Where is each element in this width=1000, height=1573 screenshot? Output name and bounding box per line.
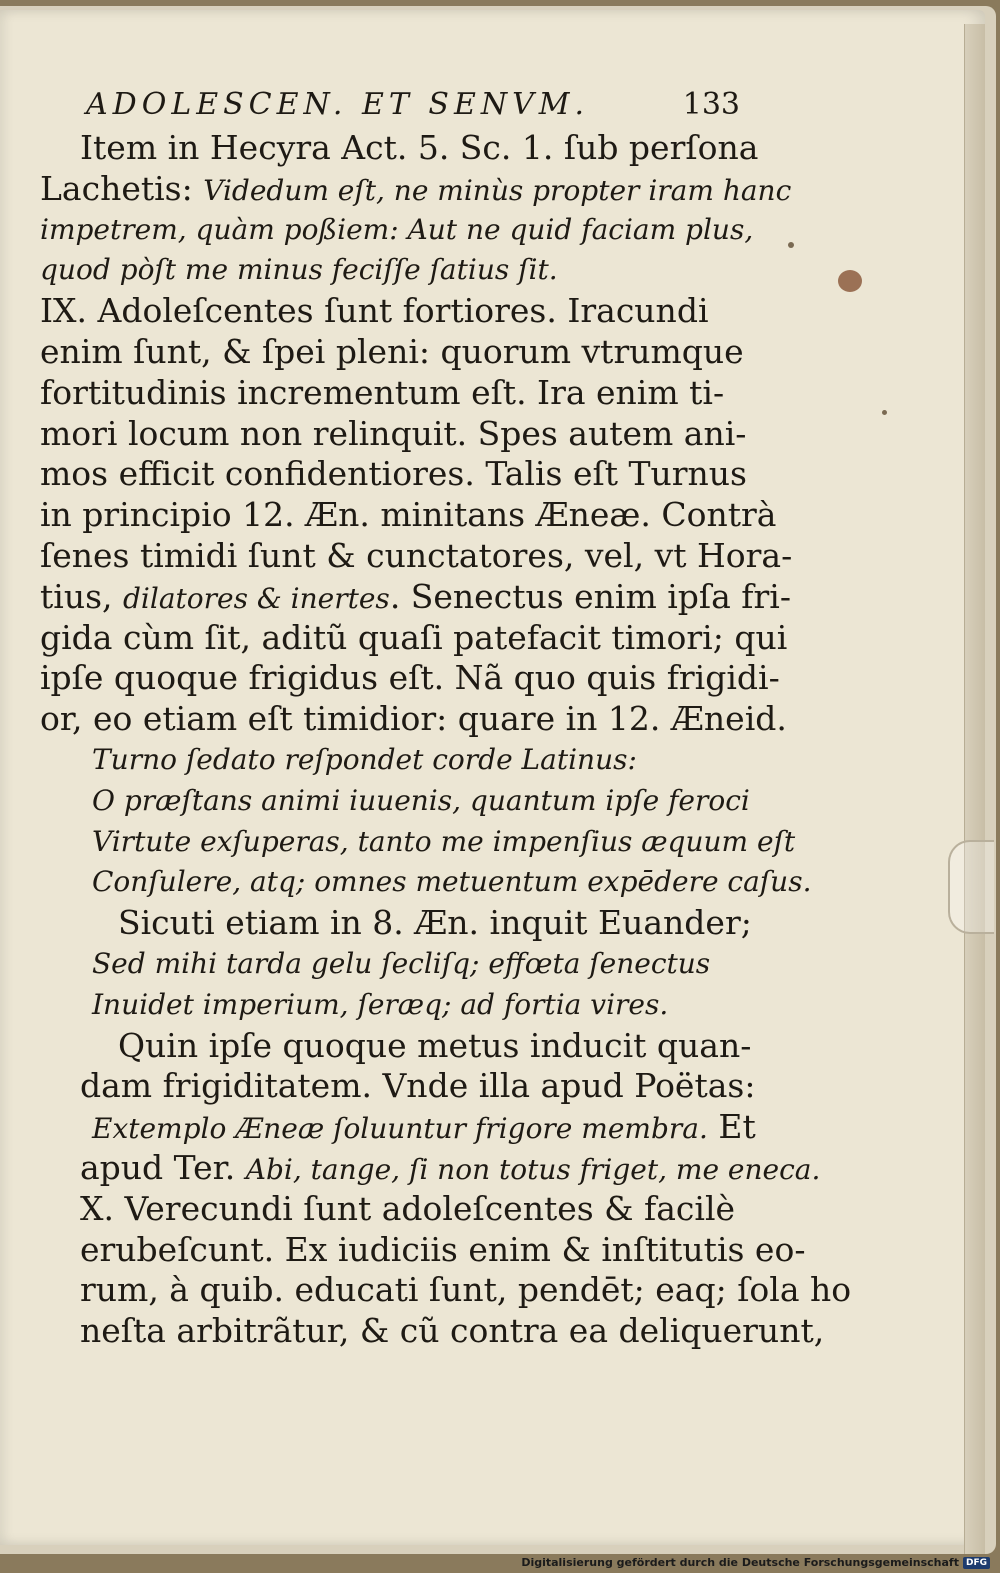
text-line: Quin ipſe quoque metus inducit quan-	[118, 1025, 752, 1065]
text-line: or, eo etiam eſt timidior: quare in 12. Æneid.	[40, 699, 787, 739]
running-header	[40, 82, 740, 128]
text-line: mos efficit confidentiores. Talis eſt Turnus	[40, 454, 747, 494]
ink-speck	[882, 410, 887, 415]
ink-speck	[788, 242, 794, 248]
text-line: tius, dilatores & inertes. Senectus enim ipſa fri-	[40, 576, 792, 616]
text-line: ipſe quoque frigidus eſt. Nã quo quis frigidi-	[40, 658, 780, 698]
text-line: dam frigiditatem. Vnde illa apud Poëtas:	[80, 1066, 756, 1106]
verse-line: Inuidet imperium, ſeræq; ad fortia vires.	[92, 987, 669, 1021]
text-line: impetrem, quàm poßiem: Aut ne quid faciam plus,	[40, 212, 754, 246]
text-line: IX. Adoleſcentes ſunt fortiores. Iracundi	[40, 291, 709, 331]
text-line: mori locum non relinquit. Spes autem ani-	[40, 413, 747, 453]
page-number: 133	[682, 87, 740, 122]
text-line: Lachetis: Videdum eſt, ne minùs propter iram hanc	[40, 168, 792, 208]
italic-quote: Extemplo Æneæ ſoluuntur frigore membra.	[92, 1112, 708, 1146]
text-line: quod pòſt me minus feciſſe ſatius ſit.	[40, 253, 558, 287]
text-line: Extemplo Æneæ ſoluuntur frigore membra. Et	[92, 1107, 756, 1147]
ink-stain	[838, 270, 862, 292]
verse-line: Turno ſedato reſpondet corde Latinus:	[92, 742, 637, 776]
text-line: in principio 12. Æn. minitans Æneæ. Contrà	[40, 495, 777, 535]
text-line: enim ſunt, & ſpei pleni: quorum vtrumque	[40, 331, 744, 371]
text-line: Sicuti etiam in 8. Æn. inquit Euander;	[118, 903, 752, 943]
dfg-logo: DFG	[963, 1557, 990, 1569]
text-line: X. Verecundi ſunt adoleſcentes & facilè	[80, 1188, 736, 1228]
text-line: Item in Hecyra Act. 5. Sc. 1. ſub perſona	[80, 128, 759, 167]
page-text-block	[40, 82, 852, 1352]
text-line: ſenes timidi ſunt & cunctatores, vel, vt Hora-	[40, 535, 793, 575]
text-line: erubeſcunt. Ex iudiciis enim & inſtitutis eo-	[80, 1229, 806, 1269]
text-line: rum, à quib. educati ſunt, pendēt; eaq; ſola ho	[80, 1270, 852, 1310]
text-line: gida cùm ſit, aditũ quaſi patefacit timori; qui	[40, 617, 788, 657]
text-line: apud Ter. Abi, tange, ſi non totus friget, me eneca.	[80, 1147, 821, 1187]
credit-text: Digitalisierung gefördert durch die Deutsche Forschungsgemeinschaft	[521, 1556, 959, 1569]
verse-line: Conſulere, atq; omnes metuentum expēdere caſus.	[92, 865, 812, 899]
verse-line: O præſtans animi iuuenis, quantum ipſe feroci	[92, 783, 750, 817]
italic-quote: Videdum eſt, ne minùs propter iram hanc	[203, 173, 792, 207]
text-line: neſta arbitrãtur, & cũ contra ea deliquerunt,	[80, 1311, 825, 1351]
verse-line: Virtute exſuperas, tanto me impenſius æquum eſt	[92, 824, 796, 858]
italic-phrase: dilatores & inertes	[122, 581, 390, 615]
italic-quote: Abi, tange, ſi non totus friget, me eneca.	[245, 1152, 821, 1186]
text-line: fortitudinis incrementum eſt. Ira enim ti-	[40, 372, 725, 412]
running-title: ADOLESCEN. ET SENVM.	[86, 87, 590, 122]
digitization-credit	[521, 1556, 990, 1569]
verse-line: Sed mihi tarda gelu ſecliſq; effœta ſenectus	[92, 946, 711, 980]
page-edge	[964, 24, 985, 1554]
page-tab-clip	[948, 840, 994, 934]
